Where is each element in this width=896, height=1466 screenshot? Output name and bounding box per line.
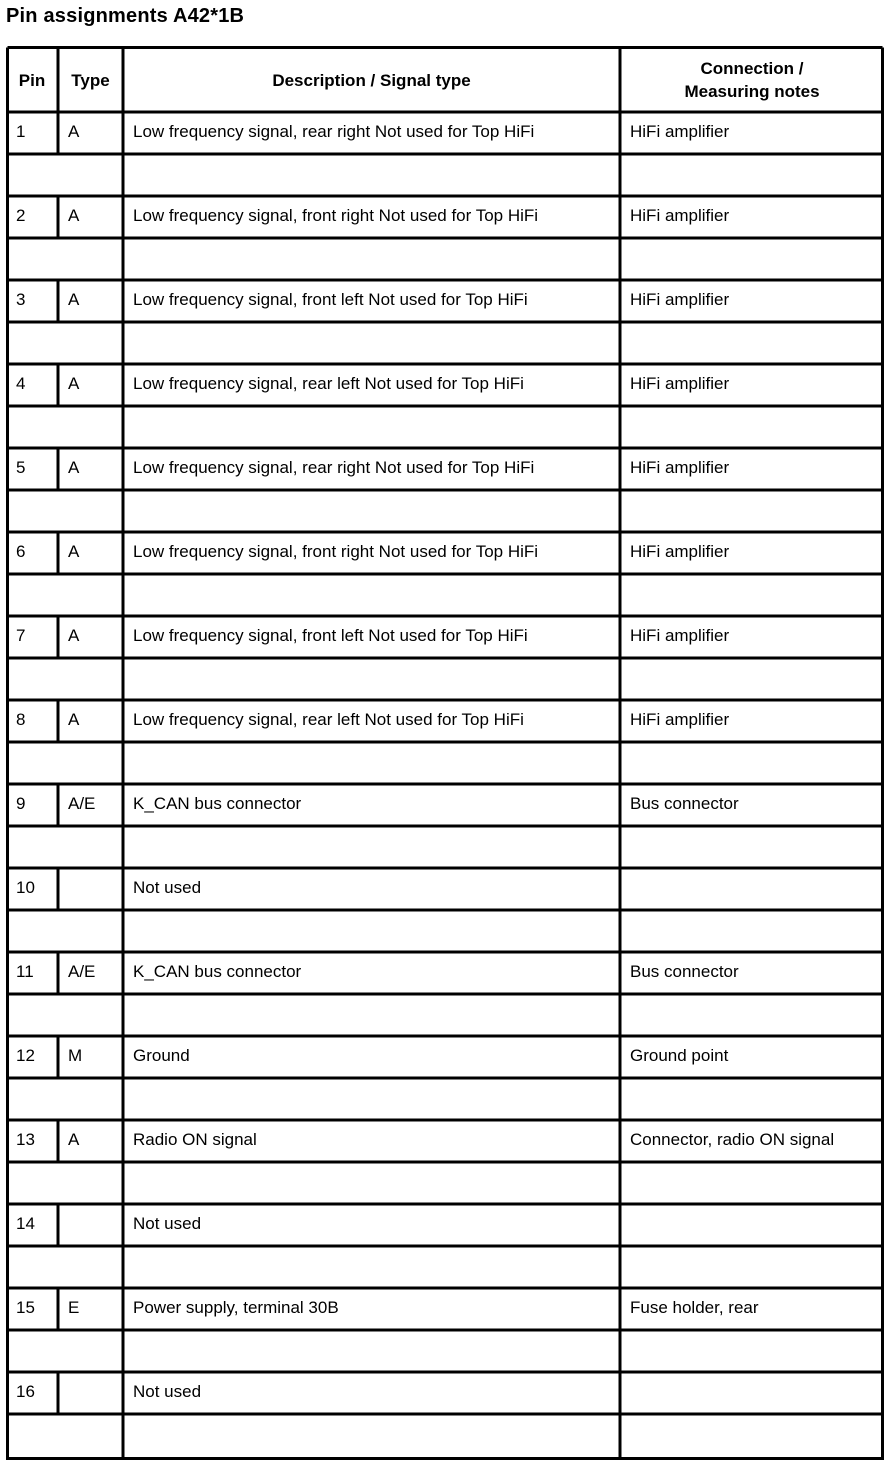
cell-type: E — [68, 1298, 80, 1317]
cell-connection — [630, 1382, 882, 1404]
cell-connection: Ground point — [630, 1046, 729, 1065]
cell-connection: HiFi amplifier — [630, 458, 730, 477]
cell-type: A — [68, 626, 80, 645]
cell-type: A/E — [68, 794, 96, 813]
header-description: Description / Signal type — [272, 70, 471, 90]
cell-description: Low frequency signal, rear right Not used for Top HiFi — [133, 122, 535, 141]
cell-type: A — [68, 542, 80, 561]
cell-description: Power supply, terminal 30B — [133, 1298, 339, 1317]
page-title: Pin assignments A42*1B — [6, 5, 245, 27]
cell-description: K_CAN bus connector — [133, 794, 302, 813]
cell-connection: HiFi amplifier — [630, 710, 730, 729]
cell-pin: 4 — [16, 374, 26, 393]
cell-description: Not used — [133, 1382, 202, 1401]
cell-description: Low frequency signal, rear left Not used for Top HiFi — [133, 710, 524, 729]
cell-description: Low frequency signal, front left Not used for Top HiFi — [133, 290, 528, 309]
cell-connection: HiFi amplifier — [630, 206, 730, 225]
cell-pin: 6 — [16, 542, 26, 561]
cell-type: A — [68, 1130, 80, 1149]
cell-description: Not used — [133, 878, 202, 897]
cell-pin: 8 — [16, 710, 26, 729]
cell-pin: 12 — [16, 1046, 35, 1065]
cell-description: Low frequency signal, rear left Not used for Top HiFi — [133, 374, 524, 393]
cell-description: Low frequency signal, rear right Not used for Top HiFi — [133, 458, 535, 477]
cell-connection: HiFi amplifier — [630, 374, 730, 393]
cell-pin: 15 — [16, 1298, 35, 1317]
cell-pin: 16 — [16, 1382, 35, 1401]
header-type: Type — [71, 70, 110, 90]
cell-type — [68, 878, 121, 900]
cell-description: Ground — [133, 1046, 190, 1065]
cell-type: A/E — [68, 962, 96, 981]
cell-description: Low frequency signal, front right Not used for Top HiFi — [133, 206, 539, 225]
cell-connection: Connector, radio ON signal — [630, 1130, 835, 1149]
cell-description: Radio ON signal — [133, 1130, 257, 1149]
cell-description: Low frequency signal, front left Not used for Top HiFi — [133, 626, 528, 645]
cell-pin: 14 — [16, 1214, 35, 1233]
cell-connection: HiFi amplifier — [630, 542, 730, 561]
cell-connection: HiFi amplifier — [630, 122, 730, 141]
cell-pin: 9 — [16, 794, 26, 813]
cell-connection — [630, 1214, 882, 1236]
cell-pin: 7 — [16, 626, 26, 645]
cell-description: Low frequency signal, front right Not used for Top HiFi — [133, 542, 539, 561]
cell-description: K_CAN bus connector — [133, 962, 302, 981]
cell-type — [68, 1382, 121, 1404]
header-pin: Pin — [18, 70, 46, 90]
cell-connection — [630, 878, 882, 900]
cell-type: A — [68, 458, 80, 477]
table-grid-lines — [6, 46, 884, 1460]
cell-type: M — [68, 1046, 83, 1065]
cell-pin: 5 — [16, 458, 26, 477]
cell-pin: 11 — [16, 962, 34, 981]
cell-type: A — [68, 290, 80, 309]
cell-connection: HiFi amplifier — [630, 626, 730, 645]
cell-pin: 13 — [16, 1130, 35, 1149]
cell-type: A — [68, 710, 80, 729]
cell-type — [68, 1214, 121, 1236]
cell-connection: Bus connector — [630, 794, 739, 813]
cell-type: A — [68, 374, 80, 393]
cell-pin: 1 — [16, 122, 26, 141]
cell-connection: Bus connector — [630, 962, 739, 981]
cell-pin: 3 — [16, 290, 26, 309]
cell-description: Not used — [133, 1214, 202, 1233]
cell-pin: 10 — [16, 878, 35, 897]
cell-type: A — [68, 206, 80, 225]
pin-assignment-table — [6, 46, 884, 1460]
cell-type: A — [68, 122, 80, 141]
cell-pin: 2 — [16, 206, 26, 225]
cell-connection: Fuse holder, rear — [630, 1298, 759, 1317]
header-connection: Connection / Measuring notes — [684, 59, 820, 101]
cell-connection: HiFi amplifier — [630, 290, 730, 309]
